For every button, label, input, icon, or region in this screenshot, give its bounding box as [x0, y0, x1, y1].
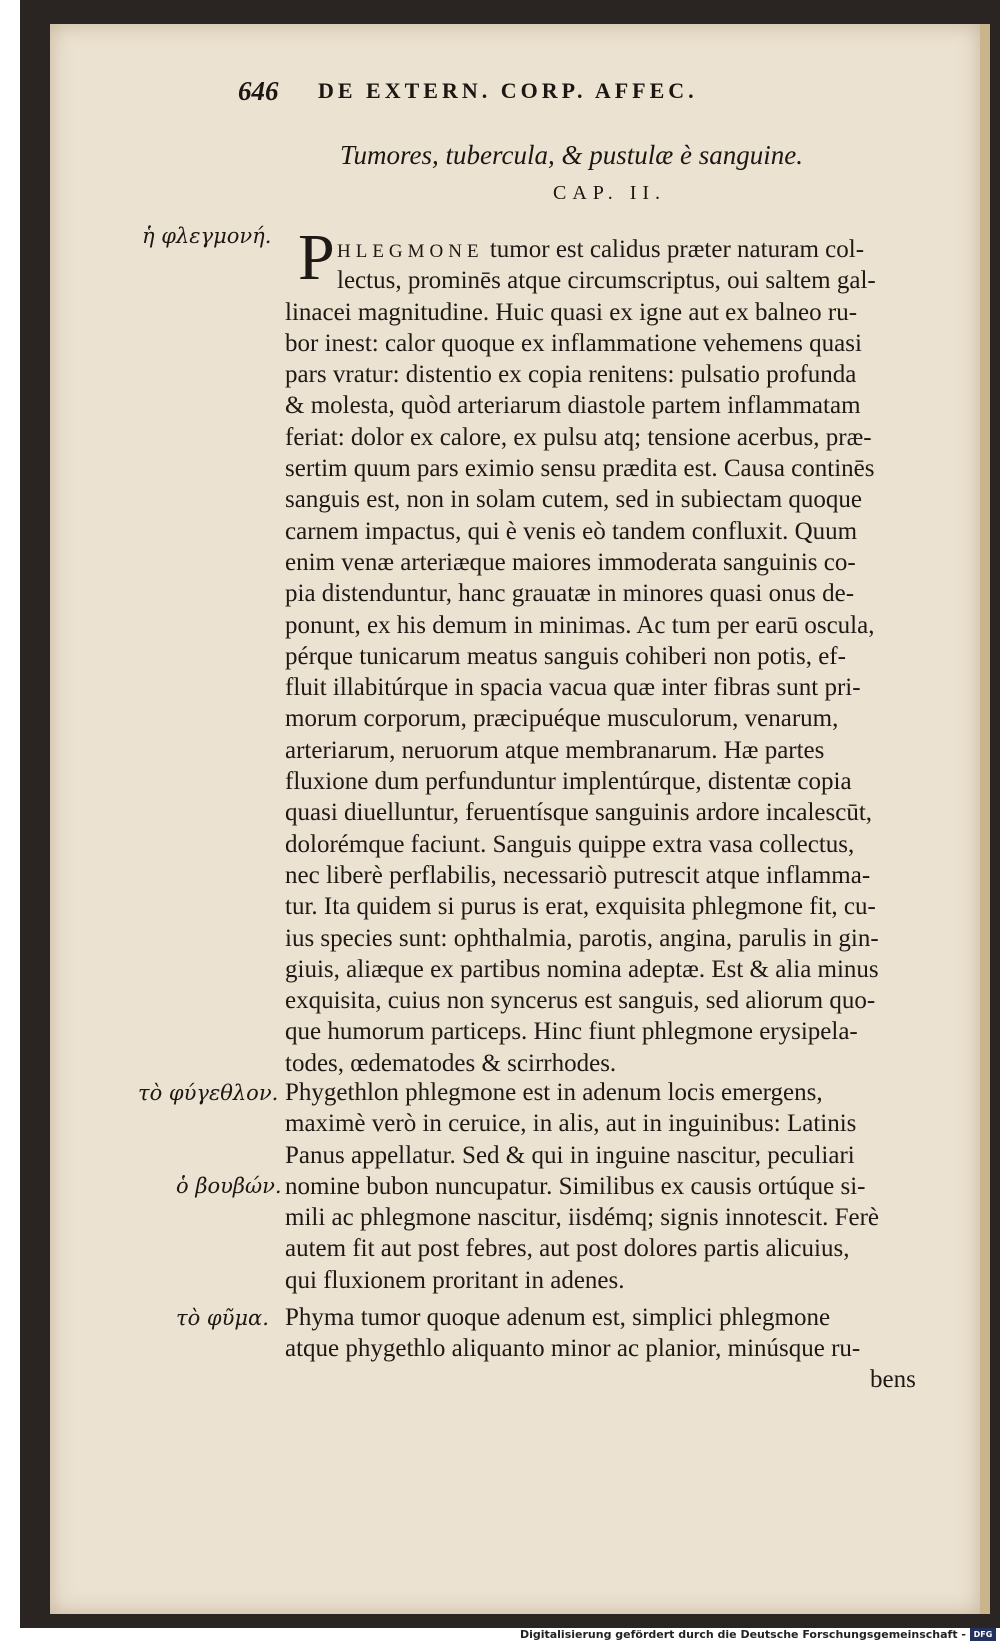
text-line: mili ac phlegmone nascitur, iisdémq; signis innotescit. Ferè — [285, 1204, 880, 1232]
text-line: autem fit aut post febres, aut post dolores partis alicuius, — [285, 1235, 850, 1263]
line-text: tumor est calidus præter naturam col- — [483, 236, 865, 263]
chapter-title: Tumores, tubercula, & pustulæ è sanguine. — [340, 140, 803, 170]
catchword — [870, 1364, 950, 1395]
margin-note-phlegmone: ἡ φλεγμονή. — [142, 224, 272, 248]
text-line: Phyma tumor quoque adenum est, simplici phlegmone — [285, 1304, 831, 1331]
text-line: giuis, aliæque ex partibus nomina adeptæ. Est & alia minus — [285, 955, 879, 983]
text-line: pia distenduntur, hanc grauatæ in minores quasi onus de- — [285, 580, 855, 608]
text-line: pérque tunicarum meatus sanguis cohiberi non potis, ef- — [285, 642, 846, 670]
dfg-logo: DFG — [970, 1628, 996, 1641]
text-line: lectus, prominēs atque circumscriptus, oui saltem gal- — [337, 267, 876, 295]
text-line: sertim quum pars eximio sensu prædita est. Causa continēs — [285, 455, 875, 483]
text-line: feriat: dolor ex calore, ex pulsu atq; tensione acerbus, præ- — [285, 423, 872, 451]
text-line — [285, 234, 945, 265]
text-line: bor inest: calor quoque ex inflammatione vehemens quasi — [285, 329, 862, 357]
text-line: atque phygethlo aliquanto minor ac planior, minúsque ru- — [285, 1335, 861, 1363]
text-line: morum corporum, præcipuéque musculorum, venarum, — [285, 705, 839, 733]
text-line: fluxione dum perfunduntur implentúrque, distentæ copia — [285, 768, 852, 796]
text-line: Panus appellatur. Sed & qui in inguine nascitur, peculiari — [285, 1141, 855, 1169]
text-line: sanguis est, non in solam cutem, sed in subiectam quoque — [285, 486, 862, 514]
text-line: nomine bubon nuncupatur. Similibus ex causis ortúque si- — [285, 1172, 866, 1200]
margin-note-phygethlon: τὸ φύγεθλον. — [138, 1081, 279, 1105]
margin-note-phyma: τὸ φῦμα. — [176, 1306, 269, 1330]
text-line: fluit illabitúrque in spacia vacua quæ inter fibras sunt pri- — [285, 674, 861, 702]
text-line: maximè verò in ceruice, in alis, aut in inguinibus: Latinis — [285, 1110, 857, 1138]
paragraph-phlegmone — [285, 234, 945, 297]
text-line: exquisita, cuius non syncerus est sanguis, sed aliorum quo- — [285, 987, 876, 1015]
chapter-number: CAP. II. — [553, 182, 667, 204]
margin-note-bubon: ὁ βουβών. — [176, 1174, 282, 1198]
text-line: quasi diuelluntur, feruentísque sanguinis ardore incalescūt, — [285, 799, 873, 827]
paragraph-phlegmone-continued — [285, 297, 945, 1079]
catchword-text: bens — [870, 1366, 916, 1393]
text-line: ponunt, ex his demum in minimas. Ac tum per earū oscula, — [285, 611, 875, 639]
page-header — [238, 76, 838, 116]
text-line: ius species sunt: ophthalmia, parotis, angina, parulis in gin- — [285, 924, 879, 952]
text-line: qui fluxionem proritant in adenes. — [285, 1266, 625, 1294]
text-line: arteriarum, neruorum atque membranarum. Hæ partes — [285, 736, 825, 764]
text-line: dolorémque faciunt. Sanguis quippe extra vasa collectus, — [285, 830, 855, 858]
text-line: carnem impactus, qui è venis eò tandem confluxit. Quum — [285, 517, 858, 545]
page-number: 646 — [238, 76, 279, 106]
text-line: todes, œdematodes & scirrhodes. — [285, 1049, 617, 1077]
text-line: nec liberè perflabilis, necessariò putrescit atque inflamma- — [285, 861, 871, 889]
text-line: Phygethlon phlegmone est in adenum locis emergens, — [285, 1079, 823, 1106]
drop-cap: P — [298, 221, 335, 294]
paragraph-phyma — [285, 1302, 945, 1365]
footer-credit: Digitalisierung gefördert durch die Deutsche Forschungsgemeinschaft - — [519, 1628, 966, 1641]
text-line: que humorum particeps. Hinc fiunt phlegmone erysipela- — [285, 1018, 858, 1046]
text-line: enim venæ arteriæque maiores immoderata sanguinis co- — [285, 548, 856, 576]
text-line: linacei magnitudine. Huic quasi ex igne aut ex balneo ru- — [285, 298, 858, 326]
text-line: tur. Ita quidem si purus is erat, exquisita phlegmone fit, cu- — [285, 893, 876, 921]
lead-caps: HLEGMONE — [337, 241, 484, 262]
text-line: pars vratur: distentio ex copia renitens: pulsatio profunda — [285, 361, 857, 389]
text-line: & molesta, quòd arteriarum diastole partem inflammatam — [285, 392, 861, 420]
running-head: DE EXTERN. CORP. AFFEC. — [318, 78, 698, 103]
paragraph-phygethlon — [285, 1077, 945, 1296]
